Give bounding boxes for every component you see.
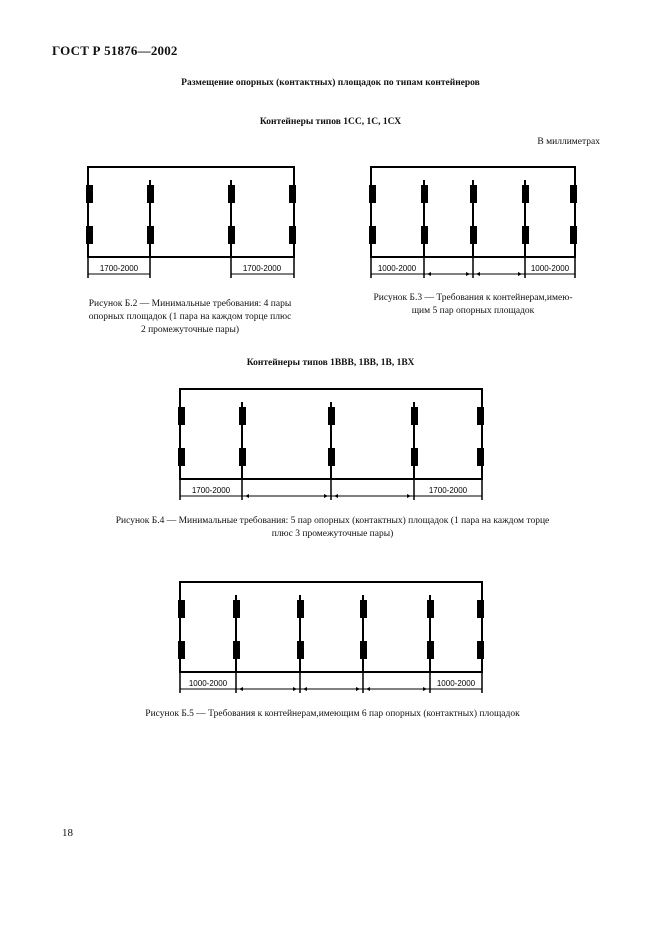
document-header: ГОСТ Р 51876—2002 (52, 43, 178, 58)
figure-b5-caption-line: Рисунок Б.5 — Требования к контейнерам,имеющим 6 пар опорных (контактных) площадок (145, 709, 520, 719)
figure-b2-dim-left: 1700-2000 (99, 264, 139, 273)
figure-b4-caption-line: Рисунок Б.4 — Минимальные требования: 5 пар опорных (контактных) площадок (1 пара на каждом торце (115, 516, 550, 526)
figure-b2-diagram (86, 165, 298, 280)
figure-b2-caption-line: 2 промежуточные пары) (140, 325, 240, 335)
figure-b3-dim-right: 1000-2000 (530, 264, 570, 273)
figure-b2-dim-right: 1700-2000 (242, 264, 282, 273)
figure-b4-caption-line: плюс 3 промежуточные пары) (271, 529, 394, 539)
page-title: Размещение опорных (контактных) площадок по типам контейнеров (181, 78, 480, 88)
section-heading-1c: Контейнеры типов 1СС, 1С, 1СХ (259, 117, 402, 127)
figure-b3-caption (348, 292, 598, 318)
figure-b2-caption (60, 298, 320, 337)
figure-b4-dim-left: 1700-2000 (191, 486, 231, 495)
figure-b5-diagram (178, 580, 488, 695)
figure-b4-dim-right: 1700-2000 (428, 486, 468, 495)
figure-b2-caption-line: Рисунок Б.2 — Минимальные требования: 4 пары (88, 299, 292, 309)
figure-b3-caption-line: щим 5 пар опорных площадок (411, 306, 535, 316)
figure-b3-caption-line: Рисунок Б.3 — Требования к контейнерам,имею- (373, 293, 573, 303)
figure-b3-diagram (369, 165, 581, 280)
page-number: 18 (62, 827, 73, 839)
figure-b2-caption-line: опорных площадок (1 пара на каждом торце плюс (88, 312, 292, 322)
figure-b5-caption (40, 708, 625, 721)
units-note: В миллиметрах (537, 137, 600, 147)
figure-b5-dim-left: 1000-2000 (188, 679, 228, 688)
section-heading-1b: Контейнеры типов 1ВВВ, 1ВВ, 1В, 1ВХ (246, 358, 415, 368)
figure-b3-dim-left: 1000-2000 (377, 264, 417, 273)
figure-b5-dim-right: 1000-2000 (436, 679, 476, 688)
figure-b4-diagram (178, 387, 488, 502)
figure-b4-caption (40, 515, 625, 541)
